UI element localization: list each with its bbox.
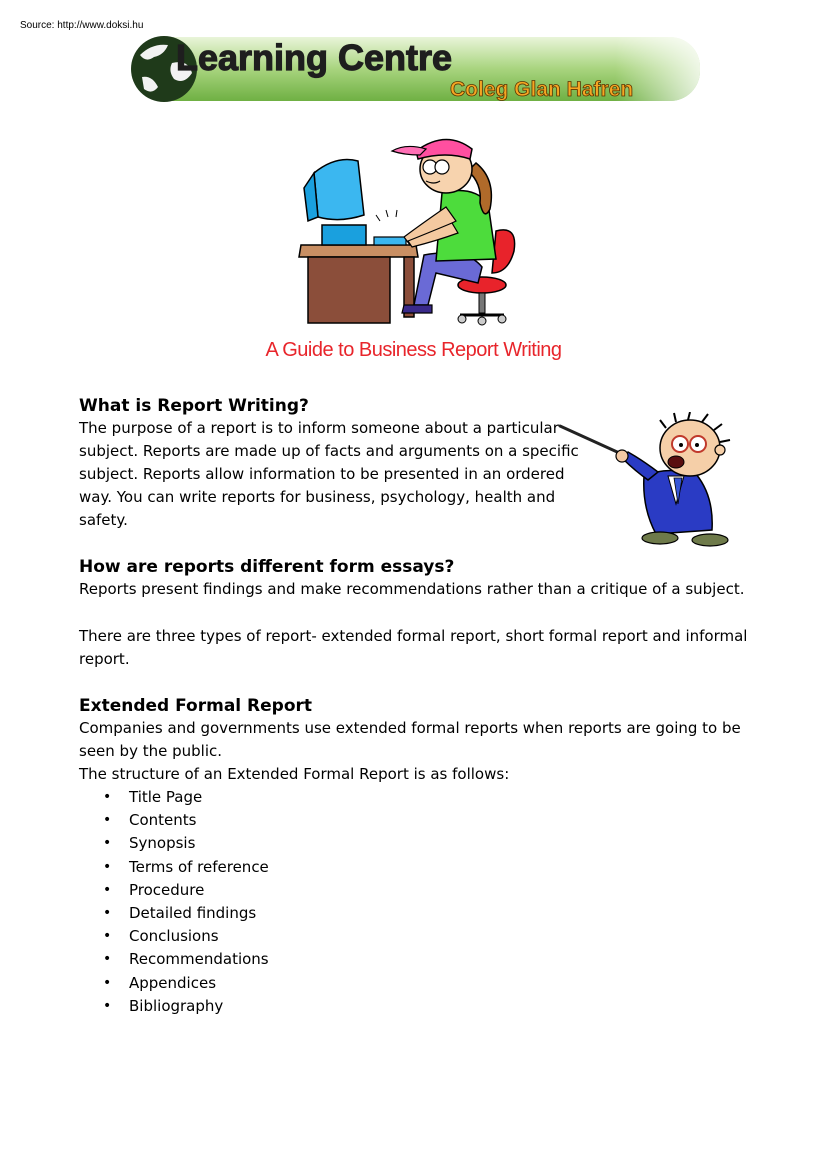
girl-at-computer-illustration	[296, 133, 522, 328]
section-body-different: Reports present findings and make recommendations rather than a critique of a subject.	[79, 580, 745, 598]
section-heading-what: What is Report Writing?	[79, 396, 309, 416]
list-item: • Detailed findings	[79, 902, 749, 925]
section-body-what: The purpose of a report is to inform someone about a particular subject. Reports are made up of facts and arguments on a specific subject. Reports allow information to be presented in an ordered way. You can write reports for business, psychology, health and safety.	[79, 419, 579, 529]
list-item: • Procedure	[79, 879, 749, 902]
section-heading-extended: Extended Formal Report	[79, 696, 313, 716]
svg-text:Learning Centre: Learning Centre	[176, 37, 453, 78]
list-item: • Contents	[79, 809, 749, 832]
list-item: • Synopsis	[79, 832, 749, 855]
list-item: • Bibliography	[79, 995, 749, 1018]
document-title: A Guide to Business Report Writing	[265, 339, 562, 361]
list-item: • Terms of reference	[79, 856, 749, 879]
section-body-extended: Companies and governments use extended formal reports when reports are going to be seen by the public.	[79, 719, 741, 760]
report-types-paragraph: There are three types of report- extended formal report, short formal report and informal report.	[79, 627, 748, 668]
structure-list	[79, 786, 749, 1018]
list-item: • Recommendations	[79, 948, 749, 971]
svg-text:Coleg Glan Hafren: Coleg Glan Hafren	[450, 78, 634, 101]
section-heading-different: How are reports different form essays?	[79, 557, 455, 577]
learning-centre-banner	[128, 33, 704, 105]
document-body	[79, 395, 749, 1018]
list-item: • Conclusions	[79, 925, 749, 948]
source-url: Source: http://www.doksi.hu	[20, 20, 144, 31]
structure-intro: The structure of an Extended Formal Report is as follows:	[79, 765, 510, 783]
list-item: • Title Page	[79, 786, 749, 809]
list-item: • Appendices	[79, 972, 749, 995]
